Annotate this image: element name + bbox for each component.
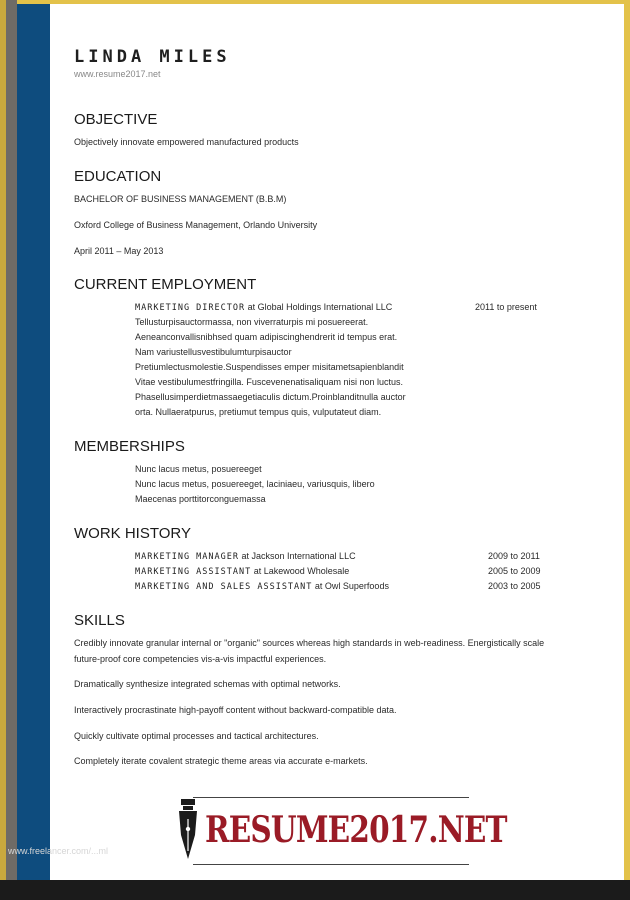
work-history-heading: WORK HISTORY <box>74 525 191 542</box>
current-job-detail: Nam variustellusvestibulumturpisauctor <box>135 347 292 357</box>
sidebar-gold-stripe <box>0 0 6 882</box>
current-job-detail: Phasellusimperdietmassaegetiaculis dictum.Proinblanditnulla auctor <box>135 392 406 402</box>
logo-top-rule <box>193 797 469 798</box>
current-job-company: at Global Holdings International LLC <box>245 302 393 312</box>
job-company: at Owl Superfoods <box>312 581 389 591</box>
work-history-job <box>135 551 356 562</box>
sidebar-blue-stripe <box>17 4 50 880</box>
job-title: MARKETING ASSISTANT <box>135 567 252 577</box>
skill-item: Interactively procrastinate high-payoff content without backward-compatible data. <box>74 705 397 715</box>
current-job-line <box>135 302 392 313</box>
current-employment-heading: CURRENT EMPLOYMENT <box>74 276 257 293</box>
candidate-name: LINDA MILES <box>74 47 231 67</box>
current-job-detail: Aeneanconvallisnibhsed quam adipiscinghendrerit id tempus erat. <box>135 332 398 342</box>
job-period: 2009 to 2011 <box>488 551 540 561</box>
logo-bottom-rule <box>193 864 469 865</box>
objective-heading: OBJECTIVE <box>74 111 158 128</box>
skill-item: future-proof core competencies vis-a-vis impactful experiences. <box>74 654 327 664</box>
education-heading: EDUCATION <box>74 168 162 185</box>
frame-bottom-border <box>0 880 630 900</box>
job-title: MARKETING MANAGER <box>135 552 239 562</box>
current-job-period: 2011 to present <box>475 302 537 312</box>
website-text: www.resume2017.net <box>74 69 161 79</box>
job-company: at Jackson International LLC <box>239 551 356 561</box>
job-title: MARKETING AND SALES ASSISTANT <box>135 582 313 592</box>
work-history-job <box>135 566 349 577</box>
current-job-detail: Pretiumlectusmolestie.Suspendisses emper misitametsapienblandit <box>135 362 404 372</box>
frame-top-border <box>0 0 630 4</box>
current-job-title: MARKETING DIRECTOR <box>135 303 246 313</box>
membership-item: Nunc lacus metus, posuereeget, laciniaeu, variusquis, libero <box>135 479 375 489</box>
job-company: at Lakewood Wholesale <box>251 566 350 576</box>
watermark-text: www.freelancer.com/...ml <box>8 846 109 856</box>
skill-item: Credibly innovate granular internal or "organic" sources whereas high standards in web-readiness. Energistically scale <box>74 638 545 648</box>
fountain-pen-icon <box>175 799 201 863</box>
skill-item: Completely iterate covalent strategic theme areas via accurate e-markets. <box>74 756 368 766</box>
objective-text: Objectively innovate empowered manufactured products <box>74 137 299 147</box>
brand-logo <box>173 797 507 865</box>
skill-item: Dramatically synthesize integrated schemas with optimal networks. <box>74 679 341 689</box>
education-school: Oxford College of Business Management, Orlando University <box>74 220 318 230</box>
current-job-detail: Tellusturpisauctormassa, non viverraturpis mi posuereerat. <box>135 317 369 327</box>
logo-text: RESUME2017.NET <box>205 809 507 851</box>
education-dates: April 2011 – May 2013 <box>74 246 164 256</box>
job-period: 2003 to 2005 <box>488 581 541 591</box>
education-degree: BACHELOR OF BUSINESS MANAGEMENT (B.B.M) <box>74 194 287 204</box>
frame-right-border <box>624 0 630 900</box>
memberships-heading: MEMBERSHIPS <box>74 438 185 455</box>
job-period: 2005 to 2009 <box>488 566 541 576</box>
membership-item: Maecenas porttitorconguemassa <box>135 494 266 504</box>
skill-item: Quickly cultivate optimal processes and tactical architectures. <box>74 731 319 741</box>
current-job-detail: orta. Nullaeratpurus, pretiumut tempus quis, vulputateut diam. <box>135 407 382 417</box>
membership-item: Nunc lacus metus, posuereeget <box>135 464 262 474</box>
work-history-job <box>135 581 389 592</box>
current-job-detail: Vitae vestibulumestfringilla. Fuscevenenatisaliquam nisi non luctus. <box>135 377 403 387</box>
skills-heading: SKILLS <box>74 612 125 629</box>
